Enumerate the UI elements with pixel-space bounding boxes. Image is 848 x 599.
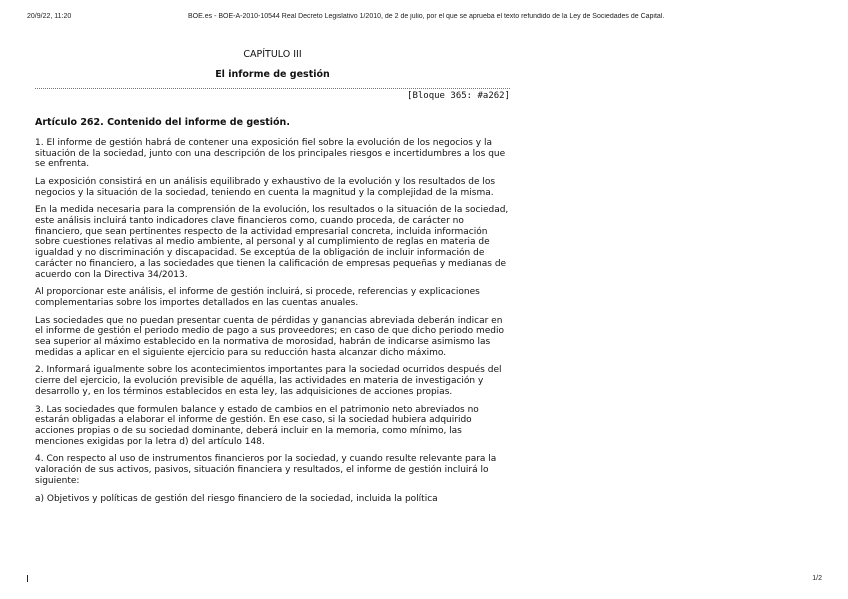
document-body [35,50,510,511]
margin-mark [27,575,28,582]
chapter-heading: CAPÍTULO III [243,49,302,60]
header-datetime: 20/9/22, 11:20 [27,13,72,20]
block-reference: [Bloque 365: #a262] [407,91,510,102]
paragraph: La exposición consistirá en un análisis equilibrado y exhaustivo de la evolución y los resultados de los negocios y la situación de la sociedad, teniendo en cuenta la magnitud y la complejidad de la misma. [35,176,496,198]
paragraph: 3. Las sociedades que formulen balance y estado de cambios en el patrimonio neto abreviados no estarán obligadas a elaborar el informe de gestión. En ese caso, si la sociedad hubiera adquirido acciones propias o de su sociedad dominante, deberá incluir en la memoria, como mínimo, las menciones exigidas por la letra d) del artículo 148. [35,404,479,447]
header-page-title: BOE.es - BOE-A-2010-10544 Real Decreto Legislativo 1/2010, de 2 de julio, por el que se aprueba el texto refundido de la Ley de Sociedades de Capital. [188,13,665,20]
paragraph: 2. Informará igualmente sobre los acontecimientos importantes para la sociedad ocurridos después del cierre del ejercicio, la evolución previsible de aquélla, las actividades en materia de investigación y desarrollo y, en los términos establecidos en esta ley, las adquisiciones de acciones propias. [35,365,502,397]
paragraph: a) Objetivos y políticas de gestión del riesgo financiero de la sociedad, incluida la política [35,493,438,504]
paragraph: 4. Con respecto al uso de instrumentos financieros por la sociedad, y cuando resulte relevante para la valoración de sus activos, pasivos, situación financiera y resultados, el informe de gestión incluirá lo siguiente: [35,454,497,486]
paragraph: Las sociedades que no puedan presentar cuenta de pérdidas y ganancias abreviada deberán indicar en el informe de gestión el periodo medio de pago a sus proveedores; en caso de que dicho periodo medio sea superior al máximo establecido en la normativa de morosidad, habrán de indicarse asimismo las medidas a aplicar en el siguiente ejercicio para su reducción hasta alcanzar dicho máximo. [35,315,504,358]
page-number: 1/2 [812,575,822,582]
paragraph: En la medida necesaria para la comprensión de la evolución, los resultados o la situación de la sociedad, este análisis incluirá tanto indicadores clave financieros como, cuando proceda, de carácter no financiero, que sean pertinentes respecto de la actividad empresarial concreta, incluida información sobre cuestiones relativas al medio ambiente, al personal y al cumplimiento de reglas en materia de igualdad y no discriminación y discapacidad. Se exceptúa de la obligación de incluir información de carácter no financiero, a las sociedades que tienen la calificación de empresas pequeñas y medianas de acuerdo con la Directiva 34/2013. [35,205,509,280]
paragraph: 1. El informe de gestión habrá de contener una exposición fiel sobre la evolución de los negocios y la situación de la sociedad, junto con una descripción de los principales riesgos e incertidumbres a los que se enfrenta. [35,137,506,170]
article-title: Artículo 262. Contenido del informe de gestión. [35,117,290,129]
paragraph: Al proporcionar este análisis, el informe de gestión incluirá, si procede, referencias y explicaciones complementarias sobre los importes detallados en las cuentas anuales. [35,287,480,308]
section-title: El informe de gestión [215,68,330,80]
dotted-divider [35,88,510,89]
